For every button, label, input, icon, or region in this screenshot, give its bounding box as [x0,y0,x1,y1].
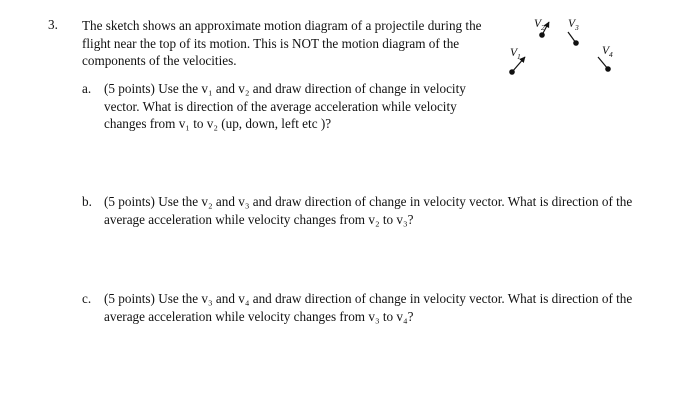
part-b-label: b. [82,194,92,209]
part-a-label: a. [82,81,92,96]
label-v2: $V_2$ [534,18,545,32]
part-b-text: (5 points) Use the v₂ and v₃ and draw direction of change in velocity vector. What is direction of the average acceleration while velocity changes from v₂ to v₃? [104,194,633,227]
part-a-text: (5 points) Use the v₁ and v₂ and draw direction of change in velocity vector. What is direction of the average acceleration while velocity changes from v₁ to v₂ (up, down, left etc )? [104,81,466,131]
motion-diagram [498,10,628,90]
label-v1: $V_1$ [510,47,521,61]
velocity-arrow-v3 [568,32,576,43]
part-c-text: (5 points) Use the v₃ and v₄ and draw direction of change in velocity vector. What is direction of the average acceleration while velocity changes from v₃ to v₄? [104,291,633,324]
part-c-label: c. [82,291,92,306]
label-v3: $V_3$ [568,18,579,32]
velocity-arrow-v4 [598,57,608,69]
question-number: 3. [48,17,58,32]
question-intro: The sketch shows an approximate motion diagram of a projectile during the flight near the top of its motion. This is NOT the motion diagram of the components of the velocities. [82,18,482,68]
label-v4: $V_4$ [602,45,613,59]
